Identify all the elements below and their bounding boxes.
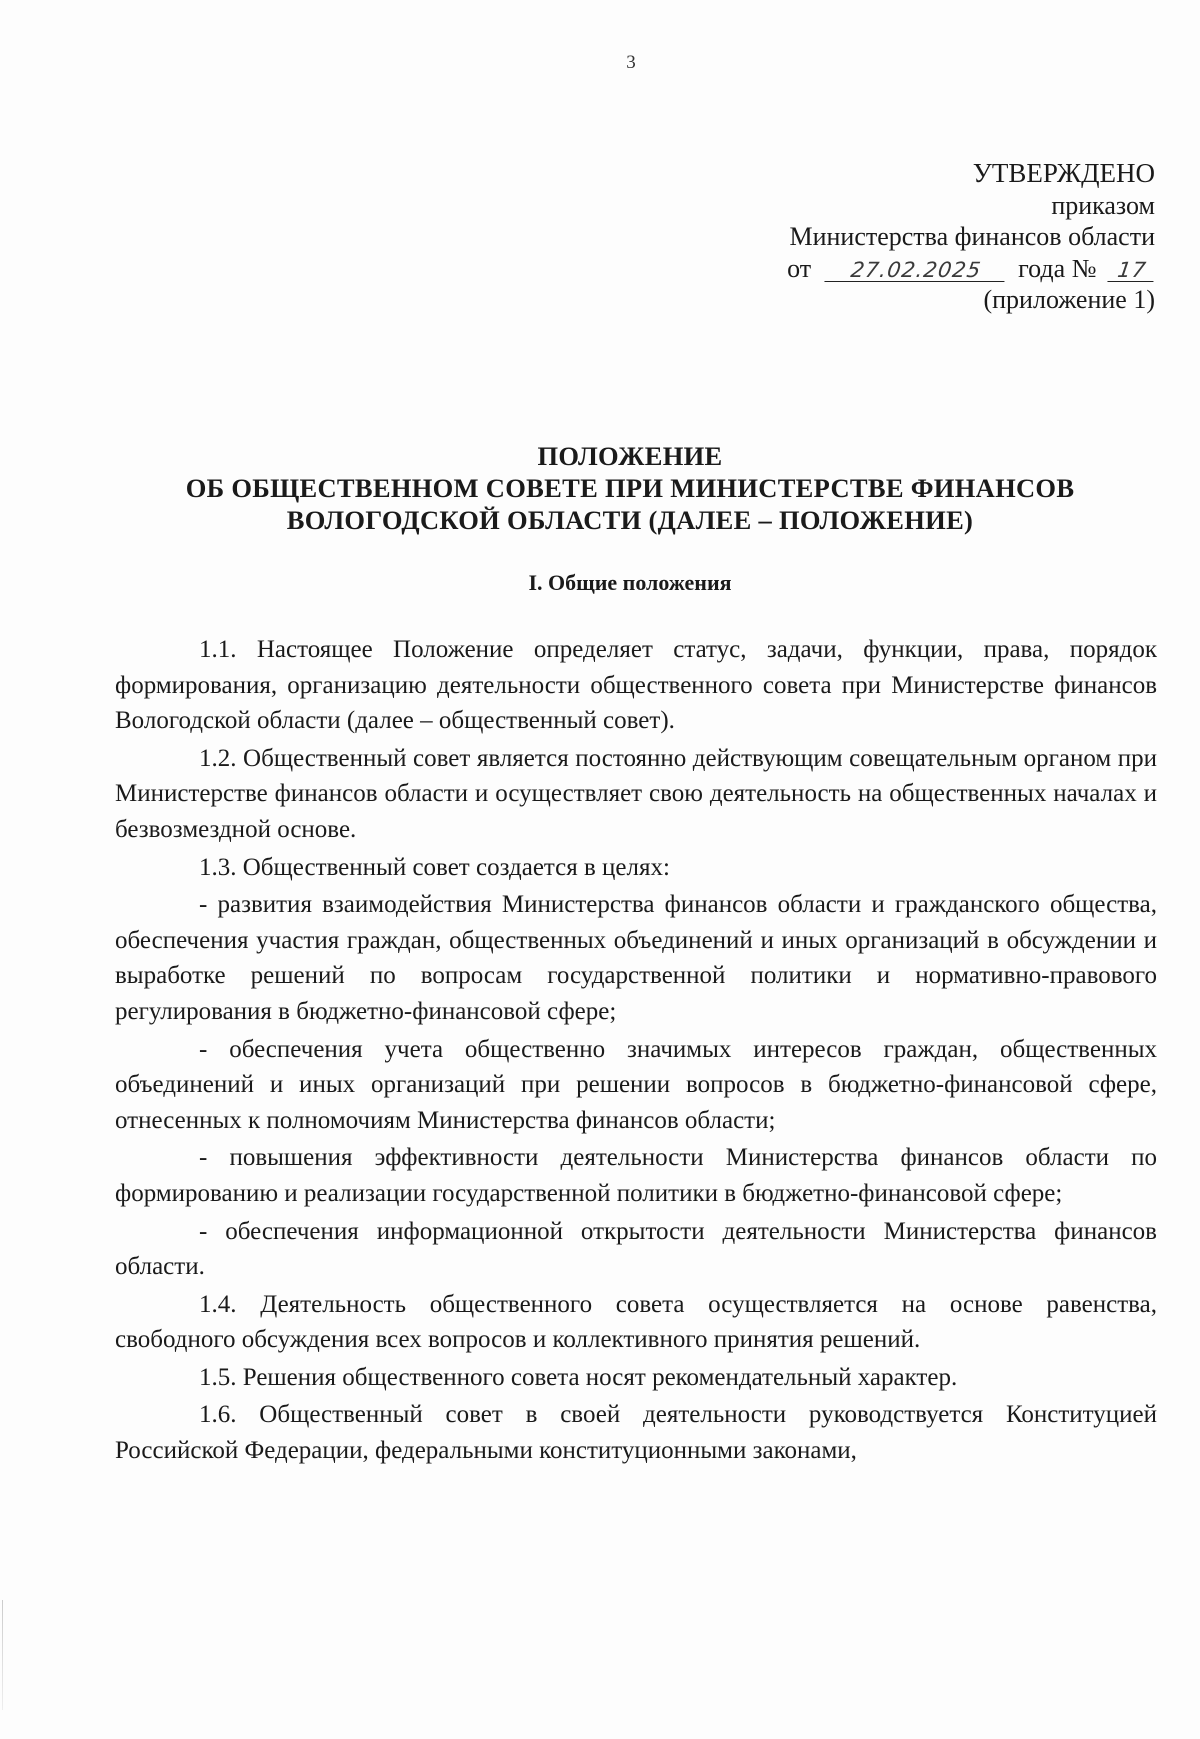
title-line-1: ПОЛОЖЕНИЕ (537, 441, 723, 471)
goal-item-3: - повышения эффективности деятельности Министерства финансов области по формированию и реализации государственной политики в бюджетно-финансовой сфере; (115, 1144, 1157, 1207)
title-line-3: ВОЛОГОДСКОЙ ОБЛАСТИ (ДАЛЕЕ – ПОЛОЖЕНИЕ) (286, 505, 974, 535)
order-date-line (635, 253, 1155, 285)
approved-label: УТВЕРЖДЕНО (972, 158, 1155, 188)
approved-by-order: приказом (1051, 190, 1155, 220)
approving-ministry: Министерства финансов области (789, 222, 1155, 251)
date-prefix: от (787, 253, 812, 283)
paragraph-1-3: 1.3. Общественный совет создается в целях: (199, 853, 670, 881)
paragraph-1-6: 1.6. Общественный совет в своей деятельности руководствуется Конституцией Российской Федерации, федеральными конституционными законами, (115, 1401, 1157, 1465)
year-number-label: года № (1018, 253, 1097, 283)
document-body (115, 632, 1157, 1471)
appendix-label: (приложение 1) (983, 285, 1155, 314)
approval-stamp (635, 158, 1155, 316)
goal-item-1: - развития взаимодействия Министерства финансов области и гражданского общества, обеспечения участия граждан, общественных объединений и иных организаций в обсуждении и выработке решений по вопросам государственной политики и нормативно-правового регулирования в бюджетно-финансовой сфере; (115, 891, 1157, 1025)
order-number-handwritten: 17 (1107, 259, 1156, 282)
paragraph-1-2: 1.2. Общественный совет является постоянно действующим совещательным органом при Министерстве финансов области и осуществляет свою деятельность на общественных началах и безвозмездной основе. (115, 744, 1157, 843)
title-line-2: ОБ ОБЩЕСТВЕННОМ СОВЕТЕ ПРИ МИНИСТЕРСТВЕ ФИНАНСОВ (185, 473, 1075, 503)
page-number: 3 (626, 52, 636, 73)
goal-item-2: - обеспечения учета общественно значимых интересов граждан, общественных объединений и иных организаций при решении вопросов в бюджетно-финансовой сфере, отнесенных к полномочиям Министерства финансов области; (115, 1035, 1157, 1134)
paragraph-1-1: 1.1. Настоящее Положение определяет статус, задачи, функции, права, порядок формирования, организацию деятельности общественного совета при Министерстве финансов Вологодской области (далее – общественный совет). (115, 636, 1157, 735)
order-date-handwritten: 27.02.2025 (824, 259, 1007, 282)
scan-edge-artifact (2, 1600, 3, 1710)
section-heading: I. Общие положения (528, 570, 732, 595)
goal-item-4: - обеспечения информационной открытости деятельности Министерства финансов области. (115, 1217, 1157, 1281)
paragraph-1-4: 1.4. Деятельность общественного совета осуществляется на основе равенства, свободного обсуждения всех вопросов и коллективного принятия решений. (115, 1290, 1157, 1354)
document-title (100, 440, 1160, 536)
paragraph-1-5: 1.5. Решения общественного совета носят рекомендательный характер. (199, 1363, 958, 1391)
